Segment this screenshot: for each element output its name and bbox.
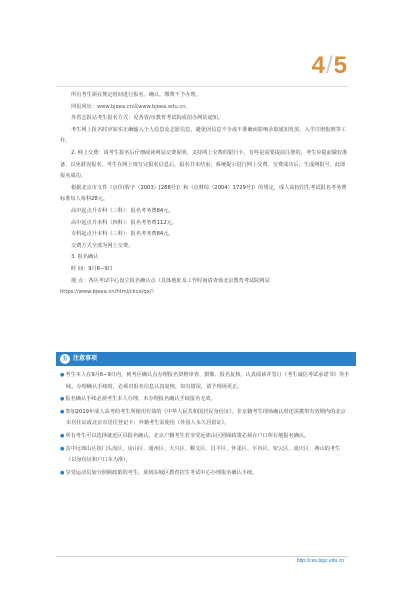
page-number-total: 5 <box>333 52 348 79</box>
paragraph-deadline: 所有考生须在规定时间进行报名、确认、缴费不予办理。 <box>71 92 201 98</box>
paragraph-fee-standard: 根据北京市文件（京价(收字（2003）[288号]）和（京财综（2004）1729号]）的规定，成人高校招生考试报名考务费标准每人每科28元。 <box>60 184 347 203</box>
page-number-separator: / <box>325 52 334 79</box>
paragraph-website: 网报网址：www.bjeea.cn或www.bjeea.edu.cn。 <box>71 103 191 110</box>
bullet-icon: ● <box>60 445 65 452</box>
page-number <box>312 52 348 80</box>
heading-registration-confirmation: 3. 报名确认 <box>71 254 99 261</box>
page-number-current: 4 <box>311 52 326 79</box>
note-text: 考生本人在9月6−9日内，到考区确认点办理报名资格审查、摄像、报名复核，认真阅读并签订《考生诚信考试承诺书》等手续。办理确认手续时，必须对报名信息认真复核，如有错误，请予现场更正。 <box>65 372 350 390</box>
paragraph-confirmation-time: 时 间：9月6−9日 <box>71 265 113 272</box>
paragraph-accurate-info: 考生网上报名时应如实正确输入个人信息及志愿信息，避免因信息不全或不准确而影响录取通知发放、入学注册报到等工作。 <box>60 126 346 145</box>
confirmation-location-link[interactable]: https://www.bjeea.cn/html/ckcx/qx/） <box>60 289 157 296</box>
note-item <box>60 431 350 443</box>
note-item <box>60 394 350 406</box>
top-divider <box>56 86 348 87</box>
note-text: 其中远郊山区指门头沟区、房山区、通州区、大兴区、顺义区、昌平区、怀柔区、平谷区、密云区、延庆区、燕山的考生（以身份证和户口本为准）。 <box>65 445 341 464</box>
bullet-icon: ● <box>60 396 65 403</box>
bullet-icon: ● <box>60 469 65 476</box>
note-item <box>60 407 350 430</box>
paragraph-payment-method: 交费方式全部为网上交费。 <box>71 242 134 249</box>
notes-list <box>60 370 350 480</box>
note-item <box>60 370 350 393</box>
notes-section-header <box>56 352 356 366</box>
note-text: 所有考生可以选择就近区县报名确认。北京户籍考生若享受远郊山区照顾政策必须在户口所在地报名确认。 <box>65 432 310 439</box>
paragraph-online-payment: 2. 网上交费：请考生报名后仔细阅读网站交费说明。支持网上交费的银行卡，有些是需要提前注册的，考生应提前做好准备，以免耽误报名。考生在网上填写完报名信息后，报名并未结束，系统提示进行网上交费。交费成功后，生成网报号，此即报名成功。 <box>60 149 348 180</box>
bullet-icon: ● <box>60 432 65 439</box>
footer-url[interactable]: http://ces.bigc.edu.cn <box>296 558 344 564</box>
bullet-icon: ● <box>60 372 65 378</box>
note-text: 报名确认手续必须考生本人办理，未办理报名确认手续报名无效。 <box>65 396 216 403</box>
note-text: 享受运动员加分照顾政策的考生，须到东城区教育招生考试中心办理报名确认手续。 <box>65 469 258 476</box>
note-text: 参加2019年成人高考的考生所使用有效的《中华人民共和国居民身份证》。非京籍考生现场确认时还需携带有效期内的北京市居住证或北京市居住登记卡；外籍考生需使用《外国人永久居留证》。 <box>65 408 346 427</box>
bullet-icon: ● <box>60 408 65 415</box>
note-item <box>60 468 350 480</box>
notes-section-title: 注意事项 <box>73 355 98 362</box>
paragraph-confirmation-location: 地 点：各区考试中心设立报名确认点（具体地址及工作时间请查询北京教育考试院网站 <box>71 277 270 284</box>
fee-junior-college-to-bachelor: 专科起点升本科（三科）：报名考务费84元。 <box>71 231 174 238</box>
fee-high-school-to-bachelor: 高中起点升本科（四科）：报名考务费112元。 <box>71 219 177 226</box>
registration-content <box>60 90 348 299</box>
note-item <box>60 444 350 467</box>
bottom-divider <box>56 556 348 557</box>
paragraph-other-provinces: 外省志报站考生报名方式：见各省/市教育考试院或招办网站通知。 <box>71 115 224 122</box>
fee-high-school-to-junior-college: 高中起点升专科（三科）：报名考务费84元。 <box>71 207 174 214</box>
section-number-badge: 五 <box>60 354 70 364</box>
